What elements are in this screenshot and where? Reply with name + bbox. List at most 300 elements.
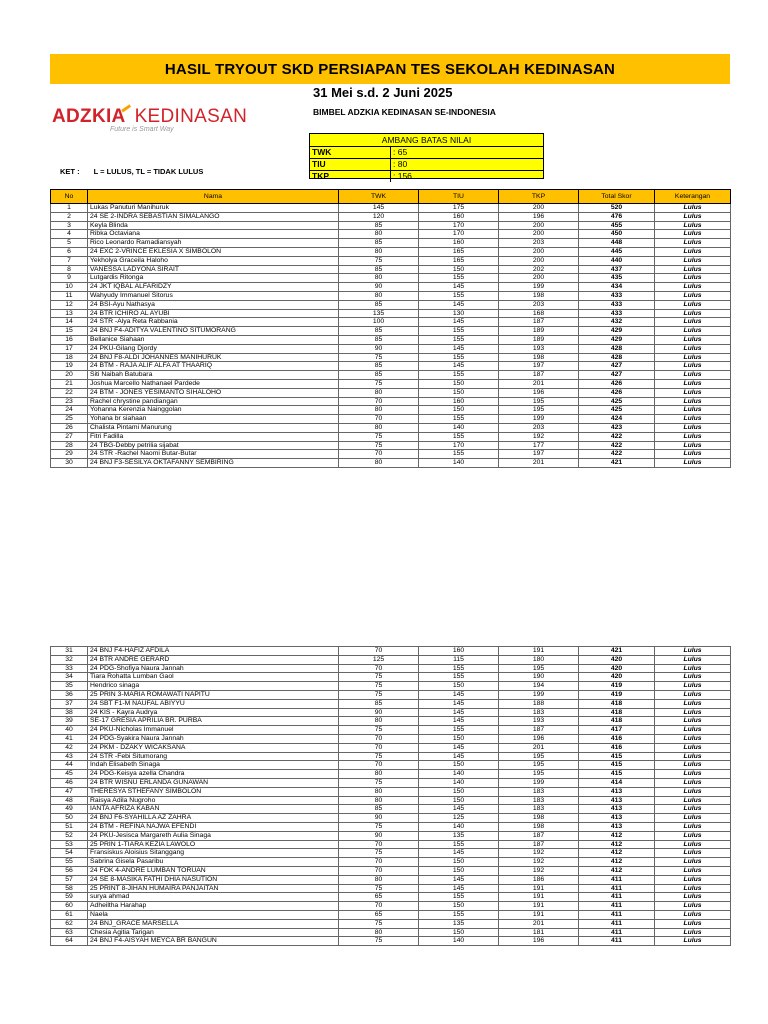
row-nama: Fransiskus Aloisius Sitanggang [88,849,339,858]
table-row [51,335,731,344]
row-total: 427 [579,362,655,371]
row-nama: Ribka Octaviana [88,230,339,239]
row-no: 51 [51,822,88,831]
row-total: 411 [579,910,655,919]
row-total: 414 [579,778,655,787]
row-keterangan: Lulus [655,230,731,239]
row-no: 37 [51,699,88,708]
row-twk: 85 [339,362,419,371]
row-twk: 80 [339,770,419,779]
row-tiu: 145 [419,884,499,893]
row-total: 411 [579,875,655,884]
row-keterangan: Lulus [655,708,731,717]
table-row [51,814,731,823]
row-tkp: 196 [499,937,579,946]
row-nama: Sabrina Gisela Pasaribu [88,858,339,867]
row-total: 420 [579,664,655,673]
row-tkp: 183 [499,796,579,805]
threshold-box [309,133,544,179]
row-keterangan: Lulus [655,397,731,406]
row-tkp: 196 [499,734,579,743]
row-total: 433 [579,300,655,309]
table-row [51,300,731,309]
row-tkp: 199 [499,690,579,699]
table-row [51,353,731,362]
row-no: 40 [51,726,88,735]
threshold-row-tkp: TKP : 156 [312,171,412,181]
row-keterangan: Lulus [655,743,731,752]
row-nama: 24 EXC 2-VRINCE EKLESIA X SIMBOLON [88,247,339,256]
row-tkp: 198 [499,291,579,300]
row-keterangan: Lulus [655,265,731,274]
table-row [51,787,731,796]
row-no: 16 [51,335,88,344]
row-nama: Fitri Fadilla [88,432,339,441]
table-row [51,734,731,743]
row-tiu: 150 [419,787,499,796]
table-row [51,239,731,248]
row-tkp: 195 [499,397,579,406]
row-tiu: 150 [419,761,499,770]
row-keterangan: Lulus [655,866,731,875]
row-no: 48 [51,796,88,805]
row-total: 419 [579,690,655,699]
table-row [51,274,731,283]
row-keterangan: Lulus [655,884,731,893]
row-twk: 120 [339,212,419,221]
row-twk: 80 [339,787,419,796]
row-twk: 75 [339,778,419,787]
row-twk: 80 [339,875,419,884]
row-tiu: 170 [419,441,499,450]
row-nama: Yekholya Graceila Haloho [88,256,339,265]
row-total: 420 [579,673,655,682]
row-nama: Hendrico sinaga [88,682,339,691]
row-no: 21 [51,379,88,388]
row-nama: Tiara Rohatta Lumban Gaol [88,673,339,682]
row-tkp: 191 [499,884,579,893]
row-total: 426 [579,379,655,388]
row-no: 15 [51,327,88,336]
table-row [51,919,731,928]
row-twk: 75 [339,849,419,858]
row-twk: 70 [339,397,419,406]
row-total: 411 [579,919,655,928]
row-tiu: 145 [419,699,499,708]
row-nama: VANESSA LADYONA SIRAIT [88,265,339,274]
row-twk: 70 [339,902,419,911]
row-total: 455 [579,221,655,230]
row-total: 413 [579,805,655,814]
logo-tagline: Future is Smart Way [110,126,174,133]
row-total: 421 [579,647,655,656]
row-tiu: 160 [419,239,499,248]
row-nama: Siti Naibah Batubara [88,371,339,380]
row-tiu: 140 [419,459,499,468]
row-tiu: 160 [419,212,499,221]
table-row [51,309,731,318]
row-total: 428 [579,344,655,353]
row-no: 62 [51,919,88,928]
row-tkp: 187 [499,840,579,849]
row-tiu: 155 [419,432,499,441]
row-tkp: 193 [499,717,579,726]
row-keterangan: Lulus [655,664,731,673]
row-nama: 24 BTR WISNU ERLANDA GUNAWAN [88,778,339,787]
row-tiu: 145 [419,875,499,884]
row-tiu: 160 [419,647,499,656]
row-no: 35 [51,682,88,691]
row-nama: Lukas Panuturi Manihuruk [88,204,339,213]
table-row [51,831,731,840]
row-nama: THERESYA STHEFANY SIMBOLON [88,787,339,796]
table-row [51,875,731,884]
row-tkp: 191 [499,910,579,919]
row-no: 4 [51,230,88,239]
row-twk: 65 [339,910,419,919]
row-keterangan: Lulus [655,415,731,424]
row-keterangan: Lulus [655,655,731,664]
row-tiu: 145 [419,849,499,858]
row-no: 36 [51,690,88,699]
row-tkp: 200 [499,204,579,213]
row-twk: 70 [339,858,419,867]
row-nama: Adheiltha Harahap [88,902,339,911]
row-nama: 24 PDG-Syakira Naura Jannah [88,734,339,743]
table-row [51,291,731,300]
row-twk: 80 [339,388,419,397]
row-no: 41 [51,734,88,743]
row-keterangan: Lulus [655,344,731,353]
row-twk: 80 [339,717,419,726]
row-total: 411 [579,928,655,937]
row-total: 419 [579,682,655,691]
row-no: 24 [51,406,88,415]
row-tiu: 155 [419,274,499,283]
row-tiu: 155 [419,450,499,459]
row-twk: 85 [339,805,419,814]
row-no: 12 [51,300,88,309]
row-tiu: 145 [419,362,499,371]
row-keterangan: Lulus [655,840,731,849]
row-nama: 24 SE 2-INDRA SEBASTIAN SIMALANGO [88,212,339,221]
row-total: 425 [579,397,655,406]
row-tkp: 191 [499,902,579,911]
row-tkp: 193 [499,344,579,353]
table-row [51,928,731,937]
row-keterangan: Lulus [655,406,731,415]
table-row [51,761,731,770]
row-no: 58 [51,884,88,893]
row-tkp: 187 [499,318,579,327]
row-keterangan: Lulus [655,858,731,867]
row-twk: 75 [339,379,419,388]
row-keterangan: Lulus [655,388,731,397]
row-tiu: 150 [419,388,499,397]
table-row [51,318,731,327]
row-nama: 25 PRINT 8-JIHAN HUMAIRA PANJAITAN [88,884,339,893]
row-nama: Rachel chrystine pandiangan [88,397,339,406]
row-keterangan: Lulus [655,335,731,344]
row-total: 422 [579,450,655,459]
row-twk: 75 [339,353,419,362]
table-row [51,647,731,656]
row-total: 445 [579,247,655,256]
row-tkp: 198 [499,353,579,362]
table-row [51,379,731,388]
row-tkp: 191 [499,647,579,656]
row-tiu: 125 [419,814,499,823]
row-twk: 70 [339,450,419,459]
logo-brand: ADZKIA [52,106,126,127]
row-tiu: 150 [419,858,499,867]
row-total: 412 [579,831,655,840]
row-twk: 85 [339,265,419,274]
row-tkp: 189 [499,327,579,336]
table-row [51,247,731,256]
row-no: 32 [51,655,88,664]
adzkia-logo [52,106,252,138]
row-keterangan: Lulus [655,647,731,656]
row-tkp: 203 [499,423,579,432]
row-nama: 24 PKU-Gilang Djordy [88,344,339,353]
row-total: 422 [579,441,655,450]
table-row [51,858,731,867]
row-twk: 80 [339,247,419,256]
row-twk: 80 [339,291,419,300]
row-twk: 70 [339,415,419,424]
row-nama: Joshua Marcello Nathanael Pardede [88,379,339,388]
row-tiu: 155 [419,840,499,849]
row-keterangan: Lulus [655,770,731,779]
row-tiu: 155 [419,353,499,362]
row-nama: 24 BNJ F4-HAFIZ AFDILA [88,647,339,656]
row-nama: 24 KIS - Kayra Audrya [88,708,339,717]
table-row [51,910,731,919]
row-total: 418 [579,717,655,726]
row-tkp: 181 [499,928,579,937]
table-row [51,212,731,221]
row-twk: 75 [339,682,419,691]
row-no: 61 [51,910,88,919]
row-tiu: 145 [419,805,499,814]
row-tiu: 130 [419,309,499,318]
row-tiu: 155 [419,415,499,424]
table-row [51,726,731,735]
table-row [51,432,731,441]
row-total: 476 [579,212,655,221]
table-row [51,699,731,708]
row-no: 18 [51,353,88,362]
table-row [51,221,731,230]
table-row [51,655,731,664]
table-row [51,752,731,761]
row-twk: 80 [339,423,419,432]
row-no: 14 [51,318,88,327]
row-nama: Chalista Pintami Manurung [88,423,339,432]
row-twk: 75 [339,726,419,735]
results-body-2 [51,647,731,946]
row-twk: 70 [339,761,419,770]
table-row [51,743,731,752]
row-twk: 90 [339,283,419,292]
row-tiu: 155 [419,371,499,380]
row-tiu: 150 [419,866,499,875]
row-tiu: 155 [419,673,499,682]
row-tiu: 150 [419,265,499,274]
row-keterangan: Lulus [655,805,731,814]
table-row [51,778,731,787]
row-total: 418 [579,699,655,708]
row-total: 415 [579,770,655,779]
table-row [51,866,731,875]
row-keterangan: Lulus [655,787,731,796]
row-twk: 85 [339,327,419,336]
row-keterangan: Lulus [655,300,731,309]
logo-brand-2: KEDINASAN [134,106,248,127]
row-twk: 90 [339,344,419,353]
row-nama: Chesia Agitia Tarigan [88,928,339,937]
row-total: 423 [579,423,655,432]
row-total: 433 [579,291,655,300]
row-nama: 24 BTM - JONES YESIMANTO SIHALOHO [88,388,339,397]
table-row [51,283,731,292]
row-keterangan: Lulus [655,822,731,831]
row-total: 413 [579,796,655,805]
table-row [51,415,731,424]
row-no: 6 [51,247,88,256]
row-nama: 24 TBG-Debby petrilia sijabat [88,441,339,450]
row-total: 426 [579,388,655,397]
row-tkp: 180 [499,655,579,664]
row-twk: 100 [339,318,419,327]
row-tiu: 140 [419,937,499,946]
row-keterangan: Lulus [655,726,731,735]
row-tkp: 200 [499,274,579,283]
row-twk: 125 [339,655,419,664]
row-keterangan: Lulus [655,247,731,256]
row-nama: 24 BTR ICHIRO AL AYUBI [88,309,339,318]
row-twk: 65 [339,893,419,902]
row-no: 27 [51,432,88,441]
row-tkp: 187 [499,726,579,735]
row-twk: 75 [339,884,419,893]
row-no: 55 [51,858,88,867]
row-keterangan: Lulus [655,221,731,230]
col-header-twk: TWK [339,190,419,204]
row-twk: 90 [339,708,419,717]
row-twk: 80 [339,459,419,468]
row-tkp: 186 [499,875,579,884]
report-title-banner [50,54,730,84]
row-nama: 24 SE 8-MASIKA FATHI DHIA NASUTION [88,875,339,884]
row-nama: Wahyudy Immanuel Sitorus [88,291,339,300]
legend-text: L = LULUS, TL = TIDAK LULUS [93,167,204,176]
row-tkp: 197 [499,362,579,371]
table-row [51,717,731,726]
row-tkp: 192 [499,866,579,875]
row-no: 42 [51,743,88,752]
table-row [51,256,731,265]
row-total: 413 [579,814,655,823]
row-tkp: 177 [499,441,579,450]
table-row [51,388,731,397]
row-nama: Indah Elisabeth Sinaga [88,761,339,770]
table-row [51,884,731,893]
report-date: 31 Mei s.d. 2 Juni 2025 [313,85,453,100]
row-twk: 85 [339,221,419,230]
table-row [51,893,731,902]
row-keterangan: Lulus [655,910,731,919]
row-tkp: 197 [499,450,579,459]
row-nama: 24 SBT F1-M NAUFAL ABIYYU [88,699,339,708]
row-total: 433 [579,309,655,318]
row-nama: 24 BTR ANDRE GERARD [88,655,339,664]
row-no: 9 [51,274,88,283]
row-tkp: 201 [499,379,579,388]
row-total: 450 [579,230,655,239]
row-twk: 85 [339,699,419,708]
legend-label: KET : [60,167,80,176]
row-no: 54 [51,849,88,858]
row-tiu: 140 [419,423,499,432]
row-nama: 24 JKT IQBAL ALFARIDZY [88,283,339,292]
row-no: 38 [51,708,88,717]
col-header-nama: Nama [88,190,339,204]
table-row [51,796,731,805]
row-tiu: 150 [419,682,499,691]
row-keterangan: Lulus [655,423,731,432]
row-total: 422 [579,432,655,441]
row-twk: 75 [339,256,419,265]
row-twk: 70 [339,840,419,849]
row-twk: 90 [339,814,419,823]
row-keterangan: Lulus [655,204,731,213]
row-total: 413 [579,787,655,796]
row-no: 3 [51,221,88,230]
row-twk: 80 [339,796,419,805]
row-tiu: 145 [419,743,499,752]
row-tkp: 199 [499,778,579,787]
threshold-title: AMBANG BATAS NILAI [310,134,543,147]
row-keterangan: Lulus [655,362,731,371]
row-tiu: 150 [419,902,499,911]
row-keterangan: Lulus [655,212,731,221]
table-row [51,230,731,239]
row-no: 46 [51,778,88,787]
row-tiu: 150 [419,928,499,937]
row-nama: 24 STR -Rachel Naomi Butar-Butar [88,450,339,459]
row-tiu: 160 [419,397,499,406]
row-no: 52 [51,831,88,840]
row-tkp: 195 [499,761,579,770]
row-keterangan: Lulus [655,673,731,682]
row-no: 17 [51,344,88,353]
row-no: 25 [51,415,88,424]
row-tkp: 194 [499,682,579,691]
row-twk: 85 [339,371,419,380]
row-tkp: 195 [499,770,579,779]
col-header-no: No [51,190,88,204]
row-tkp: 195 [499,664,579,673]
row-nama: 24 BNJ F6-SYAHILLA AZ ZAHRA [88,814,339,823]
row-twk: 75 [339,441,419,450]
row-total: 415 [579,761,655,770]
row-tiu: 175 [419,204,499,213]
row-keterangan: Lulus [655,752,731,761]
row-tiu: 150 [419,734,499,743]
row-no: 49 [51,805,88,814]
